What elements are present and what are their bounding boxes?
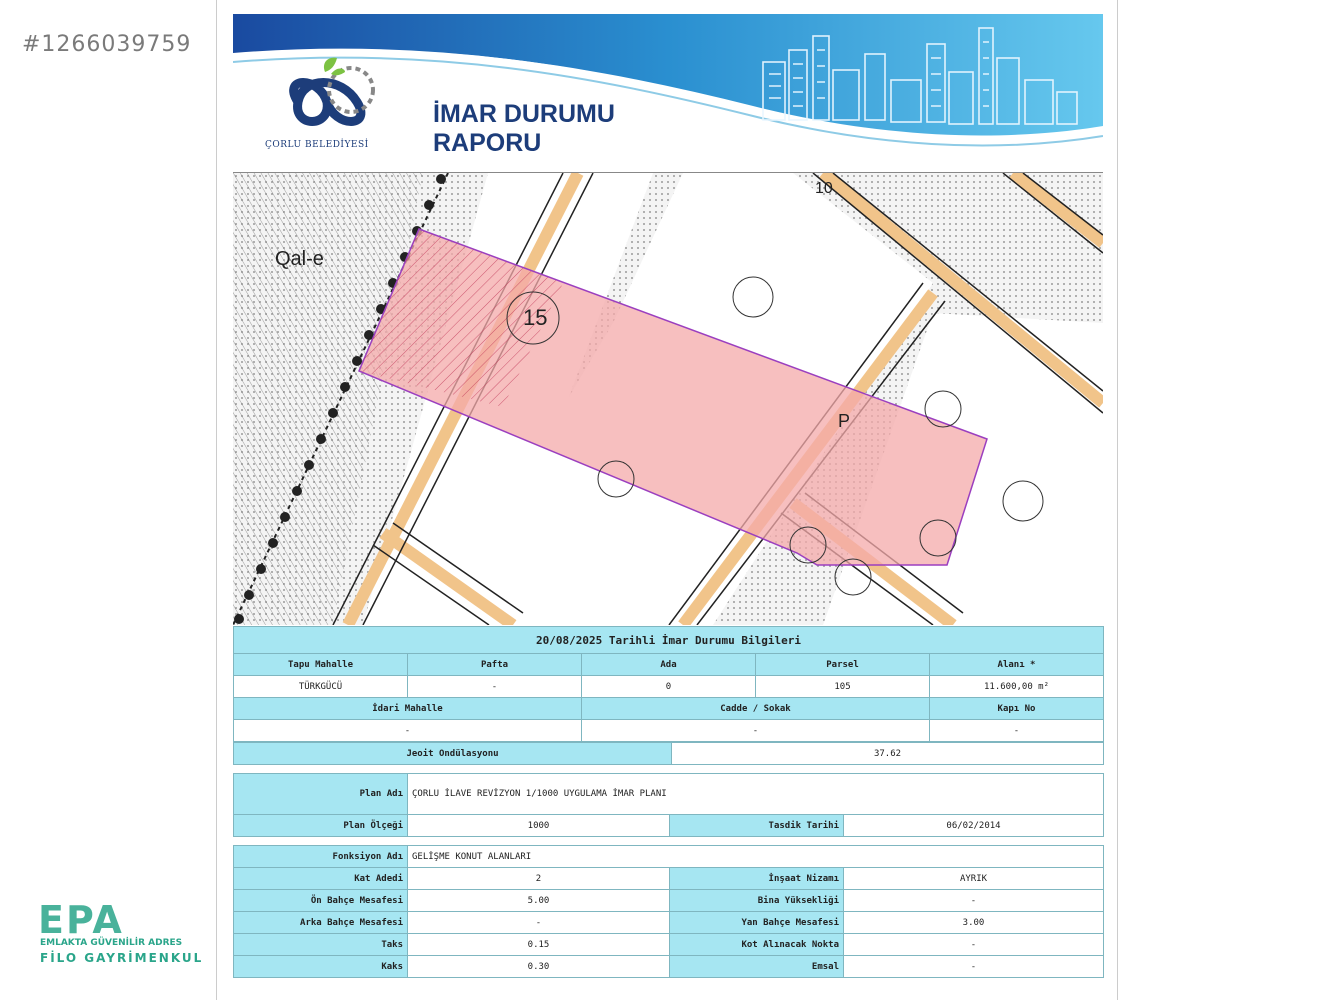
header-kot: Kot Alınacak Nokta — [670, 934, 844, 956]
header-parsel: Parsel — [756, 654, 930, 676]
value-kot: - — [844, 934, 1104, 956]
report-title-line1: İMAR DURUMU — [433, 100, 615, 128]
header-on-bahce: Ön Bahçe Mesafesi — [234, 890, 408, 912]
header-tapu-mahalle: Tapu Mahalle — [234, 654, 408, 676]
agency-logo: EPA — [38, 898, 124, 942]
value-kapi-no: - — [930, 720, 1104, 742]
agency-watermark — [38, 898, 208, 970]
zoning-report-document — [216, 0, 1118, 1000]
header-insaat-nizami: İnşaat Nizamı — [670, 868, 844, 890]
parcel-info-table — [233, 626, 1104, 742]
municipality-name: ÇORLU BELEDİYESİ — [265, 140, 369, 150]
report-title — [433, 100, 615, 158]
value-arka-bahce: - — [408, 912, 670, 934]
value-tasdik-tarihi: 06/02/2014 — [844, 815, 1104, 837]
zoning-map-drawing — [233, 173, 1103, 625]
value-plan-olcegi: 1000 — [408, 815, 670, 837]
map-label-qal: Qal-e — [275, 248, 324, 270]
value-pafta: - — [408, 676, 582, 698]
header-taks: Taks — [234, 934, 408, 956]
header-bina-yuksekligi: Bina Yüksekliği — [670, 890, 844, 912]
value-emsal: - — [844, 956, 1104, 978]
geoid-table — [233, 742, 1104, 765]
value-insaat-nizami: AYRIK — [844, 868, 1104, 890]
header-ada: Ada — [582, 654, 756, 676]
header-yan-bahce: Yan Bahçe Mesafesi — [670, 912, 844, 934]
function-info-table — [233, 845, 1104, 978]
report-title-line2: RAPORU — [433, 129, 542, 157]
report-header — [233, 14, 1103, 172]
value-kaks: 0.30 — [408, 956, 670, 978]
value-cadde: - — [582, 720, 930, 742]
value-yan-bahce: 3.00 — [844, 912, 1104, 934]
value-jeoid: 37.62 — [672, 743, 1104, 765]
header-tasdik-tarihi: Tasdik Tarihi — [670, 815, 844, 837]
plan-info-table — [233, 773, 1104, 837]
header-plan-olcegi: Plan Ölçeği — [234, 815, 408, 837]
value-taks: 0.15 — [408, 934, 670, 956]
header-kaks: Kaks — [234, 956, 408, 978]
header-plan-adi: Plan Adı — [234, 774, 408, 815]
header-idari-mahalle: İdari Mahalle — [234, 698, 582, 720]
header-kapi-no: Kapı No — [930, 698, 1104, 720]
header-cadde: Cadde / Sokak — [582, 698, 930, 720]
header-alan: Alanı * — [930, 654, 1104, 676]
value-kat-adedi: 2 — [408, 868, 670, 890]
value-on-bahce: 5.00 — [408, 890, 670, 912]
header-arka-bahce: Arka Bahçe Mesafesi — [234, 912, 408, 934]
header-emsal: Emsal — [670, 956, 844, 978]
header-fonksiyon: Fonksiyon Adı — [234, 846, 408, 868]
map-label-p: P — [838, 411, 851, 431]
agency-slogan: EMLAKTA GÜVENİLİR ADRES — [40, 938, 183, 948]
value-parsel: 105 — [756, 676, 930, 698]
value-alan: 11.600,00 m² — [930, 676, 1104, 698]
listing-id: #1266039759 — [22, 32, 192, 57]
header-jeoid: Jeoit Ondülasyonu — [234, 743, 672, 765]
value-ada: 0 — [582, 676, 756, 698]
map-label-15: 15 — [523, 305, 548, 330]
header-pafta: Pafta — [408, 654, 582, 676]
value-plan-adi: ÇORLU İLAVE REVİZYON 1/1000 UYGULAMA İMAR PLANI — [408, 774, 1104, 815]
zoning-info-tables — [233, 626, 1103, 978]
header-kat-adedi: Kat Adedi — [234, 868, 408, 890]
zoning-map — [233, 172, 1103, 625]
info-title: 20/08/2025 Tarihli İmar Durumu Bilgileri — [234, 627, 1104, 654]
value-tapu-mahalle: TÜRKGÜCÜ — [234, 676, 408, 698]
agency-name: FİLO GAYRİMENKUL — [40, 951, 204, 965]
value-bina-yuksekligi: - — [844, 890, 1104, 912]
map-label-10: 10 — [815, 180, 833, 197]
value-fonksiyon: GELİŞME KONUT ALANLARI — [408, 846, 1104, 868]
value-idari-mahalle: - — [234, 720, 582, 742]
